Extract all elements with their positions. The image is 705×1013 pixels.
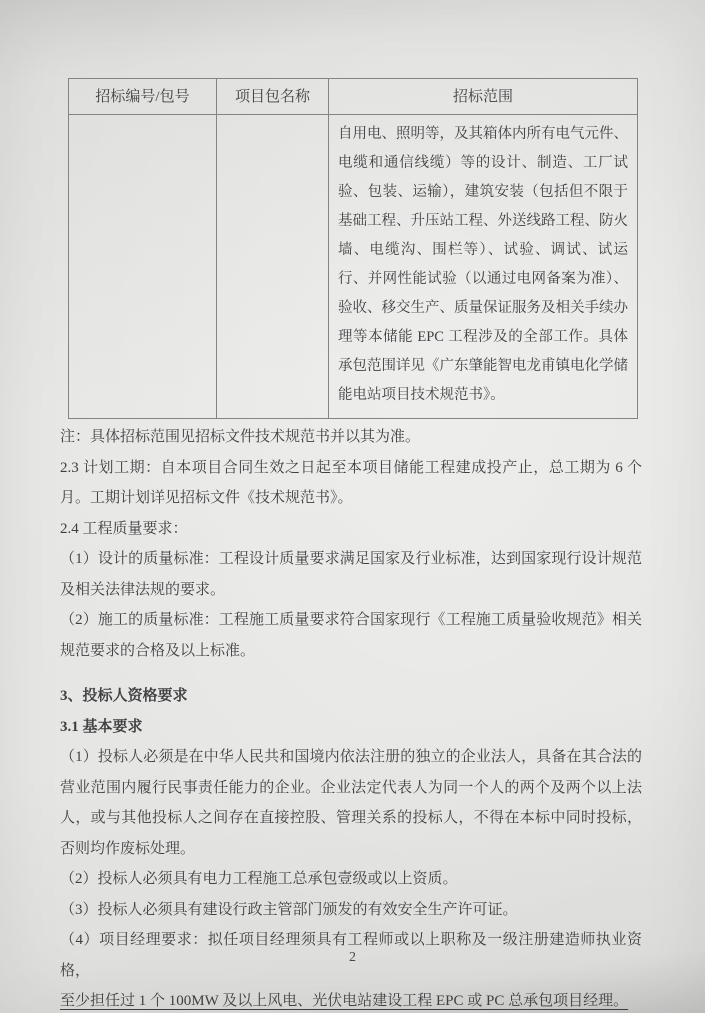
tender-scope-table xyxy=(68,78,638,419)
section3-title: 3、投标人资格要求 xyxy=(60,688,188,704)
cell-package-name xyxy=(217,115,329,419)
paragraph-basic-item4 xyxy=(60,925,642,1013)
paragraph-basic-item1: （1）投标人必须是在中华人民共和国境内依法注册的独立的企业法人，具备在其合法的营业范围内履行民事责任能力的企业。企业法定代表人为同一个人的两个及两个以上法人，或与其他投标人之间存在直接控股、管理关系的投标人，不得在本标中同时投标，否则均作废标处理。 xyxy=(60,749,642,857)
page-number: 2 xyxy=(349,950,356,965)
paragraph-quality-title: 2.4 工程质量要求： xyxy=(60,520,188,537)
basic-item4-underlined: 至少担任过 1 个 100MW 及以上风电、光伏电站建设工程 EPC 或 PC 总承包项目经理。 xyxy=(60,993,629,1009)
paragraph-basic-item3: （3）投标人必须具有建设行政主管部门颁发的有效安全生产许可证。 xyxy=(60,901,518,918)
header-tender-scope: 招标范围 xyxy=(329,79,638,115)
header-bid-number: 招标编号/包号 xyxy=(69,79,217,115)
table-note: 注：具体招标范围见招标文件技术规范书并以其为准。 xyxy=(60,429,421,445)
paragraph-schedule: 2.3 计划工期：自本项目合同生效之日起至本项目储能工程建成投产止，总工期为 6 个月。工期计划详见招标文件《技术规范书》。 xyxy=(60,459,642,506)
header-package-name: 项目包名称 xyxy=(217,79,329,115)
basic-item4-lead: （4）项目经理要求：拟任项目经理须具有工程师或以上职称及一级注册建造师执业资格， xyxy=(60,932,642,979)
section31-title: 3.1 基本要求 xyxy=(60,718,143,735)
paragraph-quality-item1: （1）设计的质量标准：工程设计质量要求满足国家及行业标准，达到国家现行设计规范及相关法律法规的要求。 xyxy=(60,551,642,598)
table-row xyxy=(69,115,638,419)
paragraph-basic-item2: （2）投标人必须具有电力工程施工总承包壹级或以上资质。 xyxy=(60,871,458,887)
table-header-row xyxy=(69,79,638,115)
paragraph-quality-item2: （2）施工的质量标准：工程施工质量要求符合国家现行《工程施工质量验收规范》相关规范要求的合格及以上标准。 xyxy=(60,612,642,659)
document-content xyxy=(60,78,642,1013)
cell-tender-scope: 自用电、照明等，及其箱体内所有电气元件、电缆和通信线缆）等的设计、制造、工厂试验、包装、运输），建筑安装（包括但不限于基础工程、升压站工程、外送线路工程、防火墙、电缆沟、围栏等）、试验、调试、试运行、并网性能试验（以通过电网备案为准）、验收、移交生产、质量保证服务及相关手续办理等本储能 EPC 工程涉及的全部工作。具体承包范围详见《广东肇能智电龙甫镇电化学储能电站项目技术规范书》。 xyxy=(329,115,638,419)
cell-bid-number xyxy=(69,115,217,419)
